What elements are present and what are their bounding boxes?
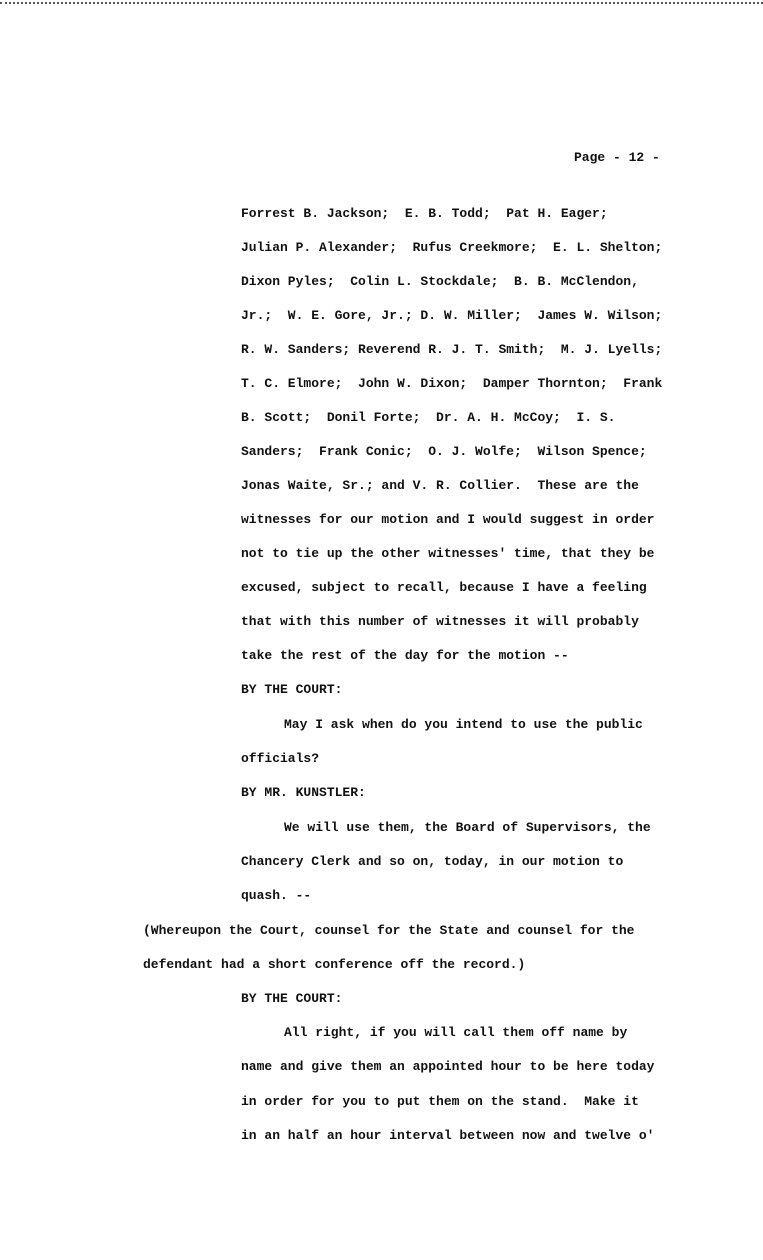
- page-number: Page - 12 -: [574, 150, 660, 165]
- transcript-line: not to tie up the other witnesses' time, that they be: [241, 546, 655, 561]
- transcript-line: Julian P. Alexander; Rufus Creekmore; E. L. Shelton;: [241, 240, 663, 255]
- transcript-line: witnesses for our motion and I would suggest in order: [241, 512, 655, 527]
- transcript-line: name and give them an appointed hour to be here today: [241, 1059, 655, 1074]
- transcript-line: in order for you to put them on the stand. Make it: [241, 1094, 639, 1109]
- transcript-line: We will use them, the Board of Supervisors, the: [284, 820, 651, 835]
- parenthetical-note: defendant had a short conference off the record.): [143, 957, 526, 972]
- transcript-line: Jonas Waite, Sr.; and V. R. Collier. These are the: [241, 478, 639, 493]
- transcript-line: Sanders; Frank Conic; O. J. Wolfe; Wilson Spence;: [241, 444, 647, 459]
- transcript-line: All right, if you will call them off name by: [284, 1025, 628, 1040]
- transcript-line: Jr.; W. E. Gore, Jr.; D. W. Miller; James W. Wilson;: [241, 308, 663, 323]
- page-top-border: [0, 2, 763, 4]
- transcript-line: in an half an hour interval between now and twelve o': [241, 1128, 655, 1143]
- transcript-line: quash. --: [241, 888, 312, 903]
- speaker-heading: BY THE COURT:: [241, 991, 343, 1006]
- transcript-line: T. C. Elmore; John W. Dixon; Damper Thornton; Frank: [241, 376, 663, 391]
- transcript-line: that with this number of witnesses it will probably: [241, 614, 639, 629]
- transcript-line: excused, subject to recall, because I have a feeling: [241, 580, 647, 595]
- transcript-line: Forrest B. Jackson; E. B. Todd; Pat H. Eager;: [241, 206, 608, 221]
- transcript-line: May I ask when do you intend to use the public: [284, 717, 643, 732]
- transcript-line: Dixon Pyles; Colin L. Stockdale; B. B. McClendon,: [241, 274, 639, 289]
- transcript-line: B. Scott; Donil Forte; Dr. A. H. McCoy; I. S.: [241, 410, 616, 425]
- speaker-heading: BY MR. KUNSTLER:: [241, 785, 366, 800]
- speaker-heading: BY THE COURT:: [241, 682, 343, 697]
- parenthetical-note: (Whereupon the Court, counsel for the State and counsel for the: [143, 923, 635, 938]
- transcript-line: officials?: [241, 751, 320, 766]
- transcript-line: take the rest of the day for the motion --: [241, 648, 569, 663]
- transcript-line: R. W. Sanders; Reverend R. J. T. Smith; M. J. Lyells;: [241, 342, 663, 357]
- transcript-line: Chancery Clerk and so on, today, in our motion to: [241, 854, 624, 869]
